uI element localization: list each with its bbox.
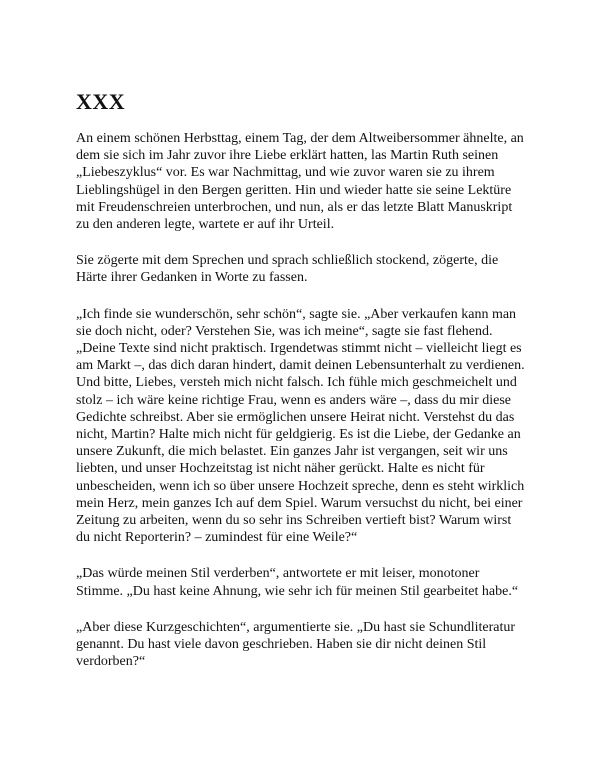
chapter-body	[76, 130, 528, 689]
paragraph: Sie zögerte mit dem Sprechen und sprach schließlich stockend, zögerte, die Härte ihrer Gedanken in Worte zu fassen.	[76, 253, 499, 286]
chapter-title: XXX	[76, 89, 126, 114]
paragraph: „Aber diese Kurzgeschichten“, argumentierte sie. „Du hast sie Schundliteratur genannt. Du hast viele davon geschrieben. Haben sie dir nicht deinen Stil verdorben?“	[76, 619, 516, 670]
paragraph: An einem schönen Herbsttag, einem Tag, der dem Altweibersommer ähnelte, an dem sie sich im Jahr zuvor ihre Liebe erklärt hatten, las Martin Ruth seinen „Liebeszyklus“ vor. Es war Nachmittag, und wie zuvor waren sie zu ihrem Lieblingshügel in den Bergen geritten. Hin und wieder hatte sie seine Lektüre mit Freudenschreien unterbrochen, und nun, als er das letzte Blatt Manuskript zu den anderen legte, wartete er auf ihr Urteil.	[76, 131, 524, 233]
paragraph: „Das würde meinen Stil verderben“, antwortete er mit leiser, monotoner Stimme. „Du hast keine Ahnung, wie sehr ich für meinen Stil gearbeitet habe.“	[76, 566, 519, 599]
paragraph: „Ich finde sie wunderschön, sehr schön“, sagte sie. „Aber verkaufen kann man sie doch nicht, oder? Verstehen Sie, was ich meine“, sagte sie fast flehend. „Deine Texte sind nicht praktisch. Irgendetwas stimmt nicht – vielleicht liegt es am Markt –, das dich daran hindert, damit deinen Lebensunterhalt zu verdienen. Und bitte, Liebes, versteh mich nicht falsch. Ich fühle mich geschmeichelt und stolz – ich wäre keine richtige Frau, wenn es anders wäre –, dass du mir diese Gedichte schreibst. Aber sie ermöglichen unsere Heirat nicht. Verstehst du das nicht, Martin? Halte mich nicht für geldgierig. Es ist die Liebe, der Gedanke an unsere Zukunft, die mich belastet. Ein ganzes Jahr ist vergangen, seit wir uns liebten, und unser Hochzeitstag ist nicht näher gerückt. Halte es nicht für unbescheiden, wenn ich so über unsere Hochzeit spreche, denn es steht wirklich mein Herz, mein ganzes Ich auf dem Spiel. Warum versuchst du nicht, bei einer Zeitung zu arbeiten, wenn du so sehr ins Schreiben vertieft bist? Warum wirst du nicht Reporterin? – zumindest für eine Weile?“	[76, 306, 525, 546]
